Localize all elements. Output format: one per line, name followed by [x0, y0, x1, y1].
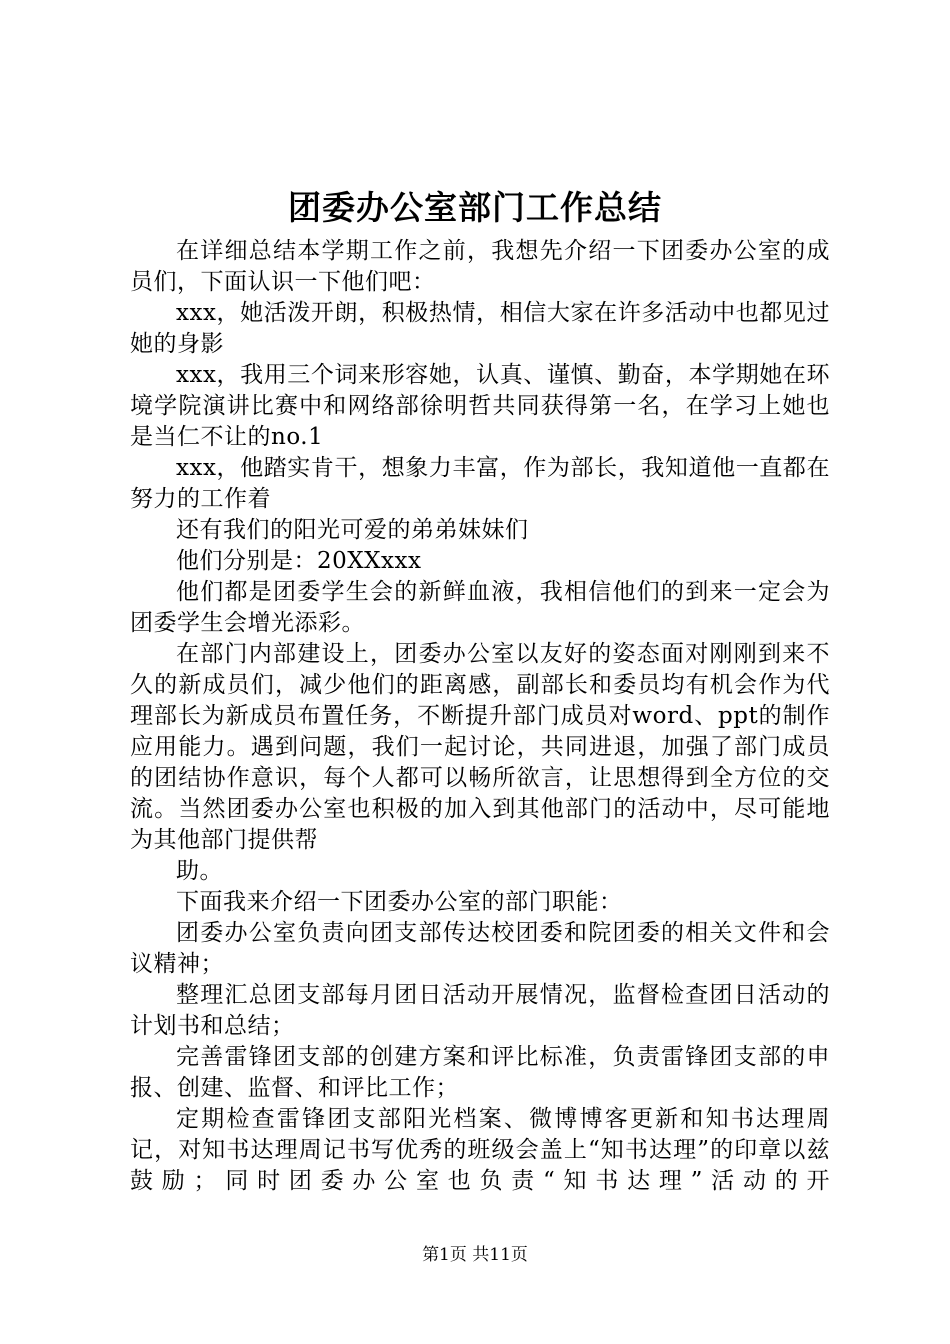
paragraph: 完善雷锋团支部的创建方案和评比标准，负责雷锋团支部的申报、创建、监督、和评比工作； — [130, 1044, 830, 1101]
paragraph: xxx，她活泼开朗，积极热情，相信大家在许多活动中也都见过她的身影 — [130, 300, 830, 357]
paragraph: 在详细总结本学期工作之前，我想先介绍一下团委办公室的成员们，下面认识一下他们吧： — [130, 238, 830, 295]
paragraph: xxx，他踏实肯干，想象力丰富，作为部长，我知道他一直都在努力的工作着 — [130, 455, 830, 512]
paragraph: 他们分别是：20XXxxx — [176, 548, 422, 574]
paragraph: 整理汇总团支部每月团日活动开展情况，监督检查团日活动的计划书和总结； — [130, 982, 830, 1039]
paragraph: 定期检查雷锋团支部阳光档案、微博博客更新和知书达理周记，对知书达理周记书写优秀的班级会盖上“知书达理”的印章以兹鼓励；同时团委办公室也负责“知书达理”活动的开 — [130, 1106, 830, 1194]
paragraph: xxx，我用三个词来形容她，认真、谨慎、勤奋，本学期她在环境学院演讲比赛中和网络部徐明哲共同获得第一名，在学习上她也是当仁不让的no.1 — [130, 362, 830, 450]
paragraph: 他们都是团委学生会的新鲜血液，我相信他们的到来一定会为团委学生会增光添彩。 — [130, 579, 830, 636]
document-body — [130, 236, 830, 1197]
paragraph: 团委办公室负责向团支部传达校团委和院团委的相关文件和会议精神； — [130, 920, 830, 977]
paragraph: 在部门内部建设上，团委办公室以友好的姿态面对刚刚到来不久的新成员们，减少他们的距离感，副部长和委员均有机会作为代理部长为新成员布置任务，不断提升部门成员对word、ppt的制作应用能力。遇到问题，我们一起讨论，共同进退，加强了部门成员的团结协作意识，每个人都可以畅所欲言，让思想得到全方位的交流。当然团委办公室也积极的加入到其他部门的活动中，尽可能地为其他部门提供帮 — [130, 641, 830, 853]
paragraph: 下面我来介绍一下团委办公室的部门职能： — [176, 889, 623, 915]
paragraph: 助。 — [176, 858, 223, 884]
page-footer: 第1页 共11页 — [422, 1245, 528, 1265]
paragraph: 还有我们的阳光可爱的弟弟妹妹们 — [176, 517, 529, 543]
document-title: 团委办公室部门工作总结 — [288, 188, 662, 227]
